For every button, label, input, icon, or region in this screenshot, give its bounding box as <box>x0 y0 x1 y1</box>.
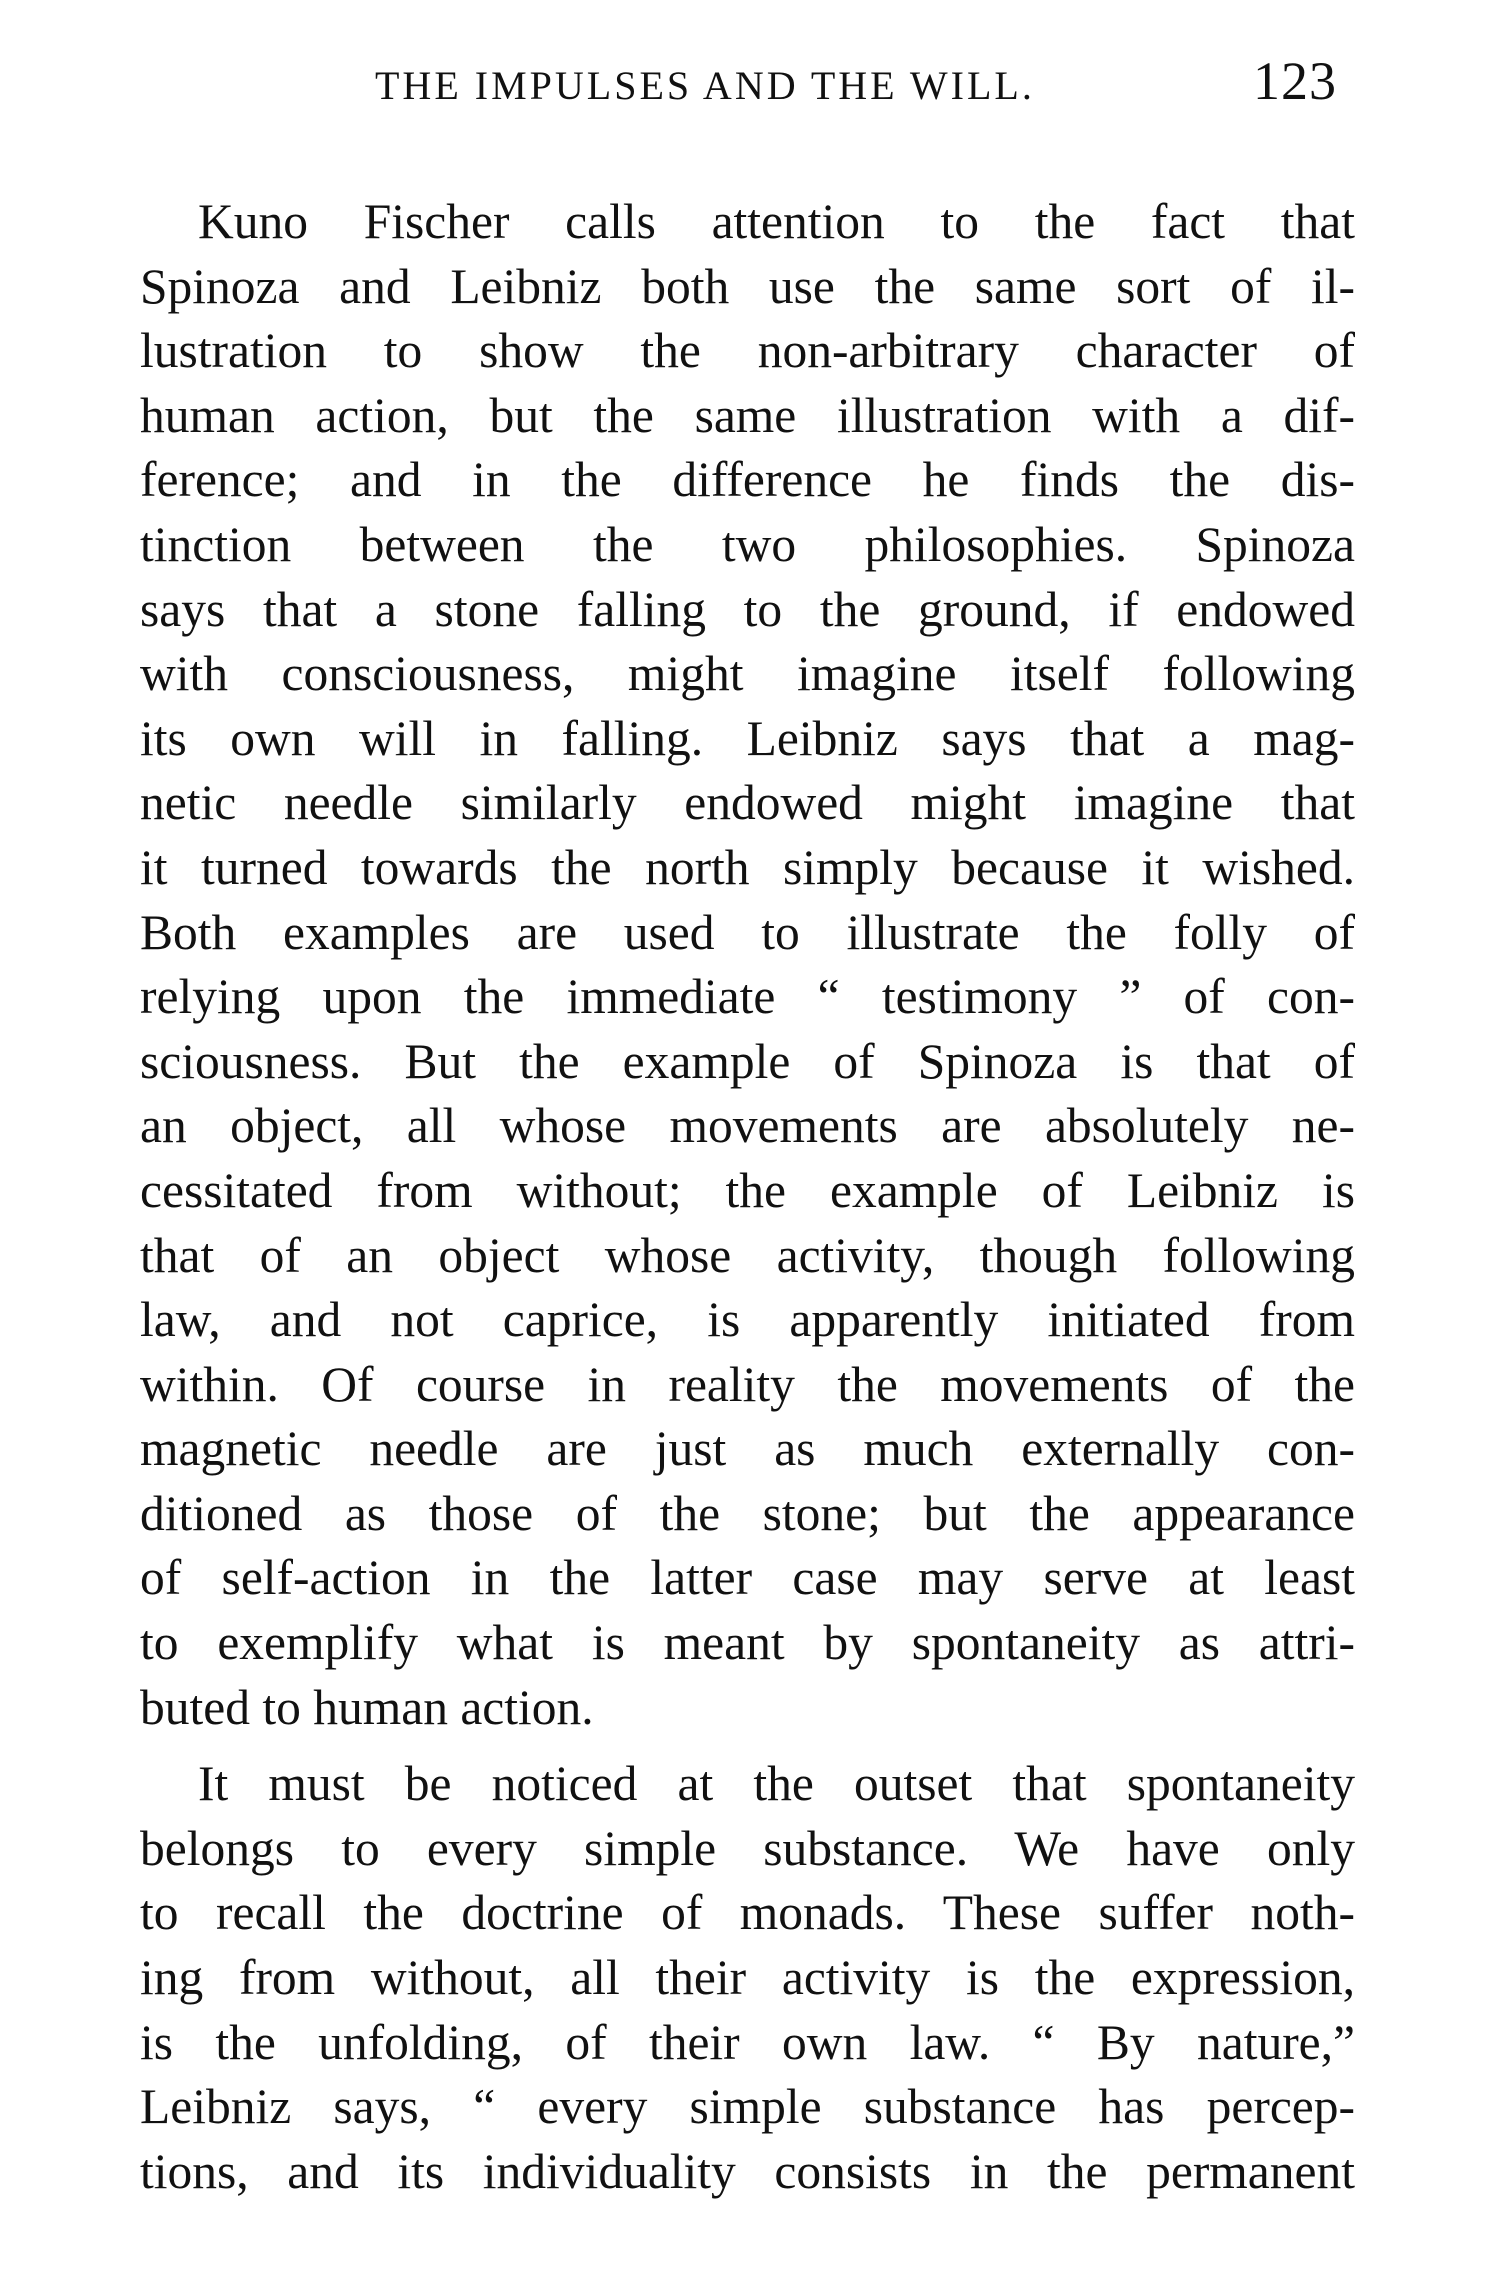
text-line: is the unfolding, of their own law. “ By nature,” <box>140 2014 1355 2070</box>
running-head <box>140 40 1355 120</box>
text-line: it turned towards the north simply because it wished. <box>140 839 1355 895</box>
page-number: 123 <box>1253 51 1337 111</box>
text-line: Both examples are used to illustrate the folly of <box>140 904 1355 960</box>
text-line: ing from without, all their activity is the expression, <box>140 1950 1355 2006</box>
text-line: cessitated from without; the example of Leibniz is <box>140 1162 1355 1218</box>
paragraph-gap <box>140 1740 1355 1752</box>
text-line: human action, but the same illustration with a dif- <box>140 387 1355 443</box>
text-line: says that a stone falling to the ground, if endowed <box>140 581 1355 637</box>
text-line: Kuno Fischer calls attention to the fact that <box>198 194 1355 249</box>
text-line: law, and not caprice, is apparently initiated from <box>140 1292 1355 1348</box>
text-line: magnetic needle are just as much externally con- <box>140 1421 1355 1477</box>
text-line: ference; and in the difference he finds the dis- <box>140 452 1355 508</box>
running-title: THE IMPULSES AND THE WILL. <box>375 63 1035 108</box>
text-line: to exemplify what is meant by spontaneity as attri- <box>140 1615 1355 1671</box>
text-line: within. Of course in reality the movements of the <box>140 1356 1355 1412</box>
text-line: with consciousness, might imagine itself following <box>140 646 1355 702</box>
text-line: sciousness. But the example of Spinoza is that of <box>140 1033 1355 1089</box>
body-text <box>140 190 1355 2204</box>
text-line: to recall the doctrine of monads. These suffer noth- <box>140 1885 1355 1941</box>
text-line: lustration to show the non-arbitrary character of <box>140 323 1355 379</box>
paragraph-1 <box>140 190 1355 1740</box>
text-line: an object, all whose movements are absolutely ne- <box>140 1098 1355 1154</box>
paragraph-2 <box>140 1752 1355 2204</box>
text-line: It must be noticed at the outset that spontaneity <box>198 1756 1355 1812</box>
text-line: belongs to every simple substance. We have only <box>140 1820 1355 1876</box>
text-line: its own will in falling. Leibniz says that a mag- <box>140 710 1355 766</box>
text-line: tions, and its individuality consists in the permanent <box>140 2143 1355 2199</box>
text-line: ditioned as those of the stone; but the appearance <box>140 1485 1355 1541</box>
text-line: netic needle similarly endowed might imagine that <box>140 775 1355 831</box>
text-line: Spinoza and Leibniz both use the same sort of il- <box>140 258 1355 314</box>
text-line: buted to human action. <box>140 1679 594 1735</box>
text-line: relying upon the immediate “ testimony ” of con- <box>140 969 1355 1025</box>
book-page <box>140 40 1355 2204</box>
text-line: of self-action in the latter case may serve at least <box>140 1550 1355 1606</box>
text-line: that of an object whose activity, though following <box>140 1227 1355 1283</box>
text-line: Leibniz says, “ every simple substance has percep- <box>140 2079 1355 2135</box>
text-line: tinction between the two philosophies. Spinoza <box>140 516 1355 572</box>
